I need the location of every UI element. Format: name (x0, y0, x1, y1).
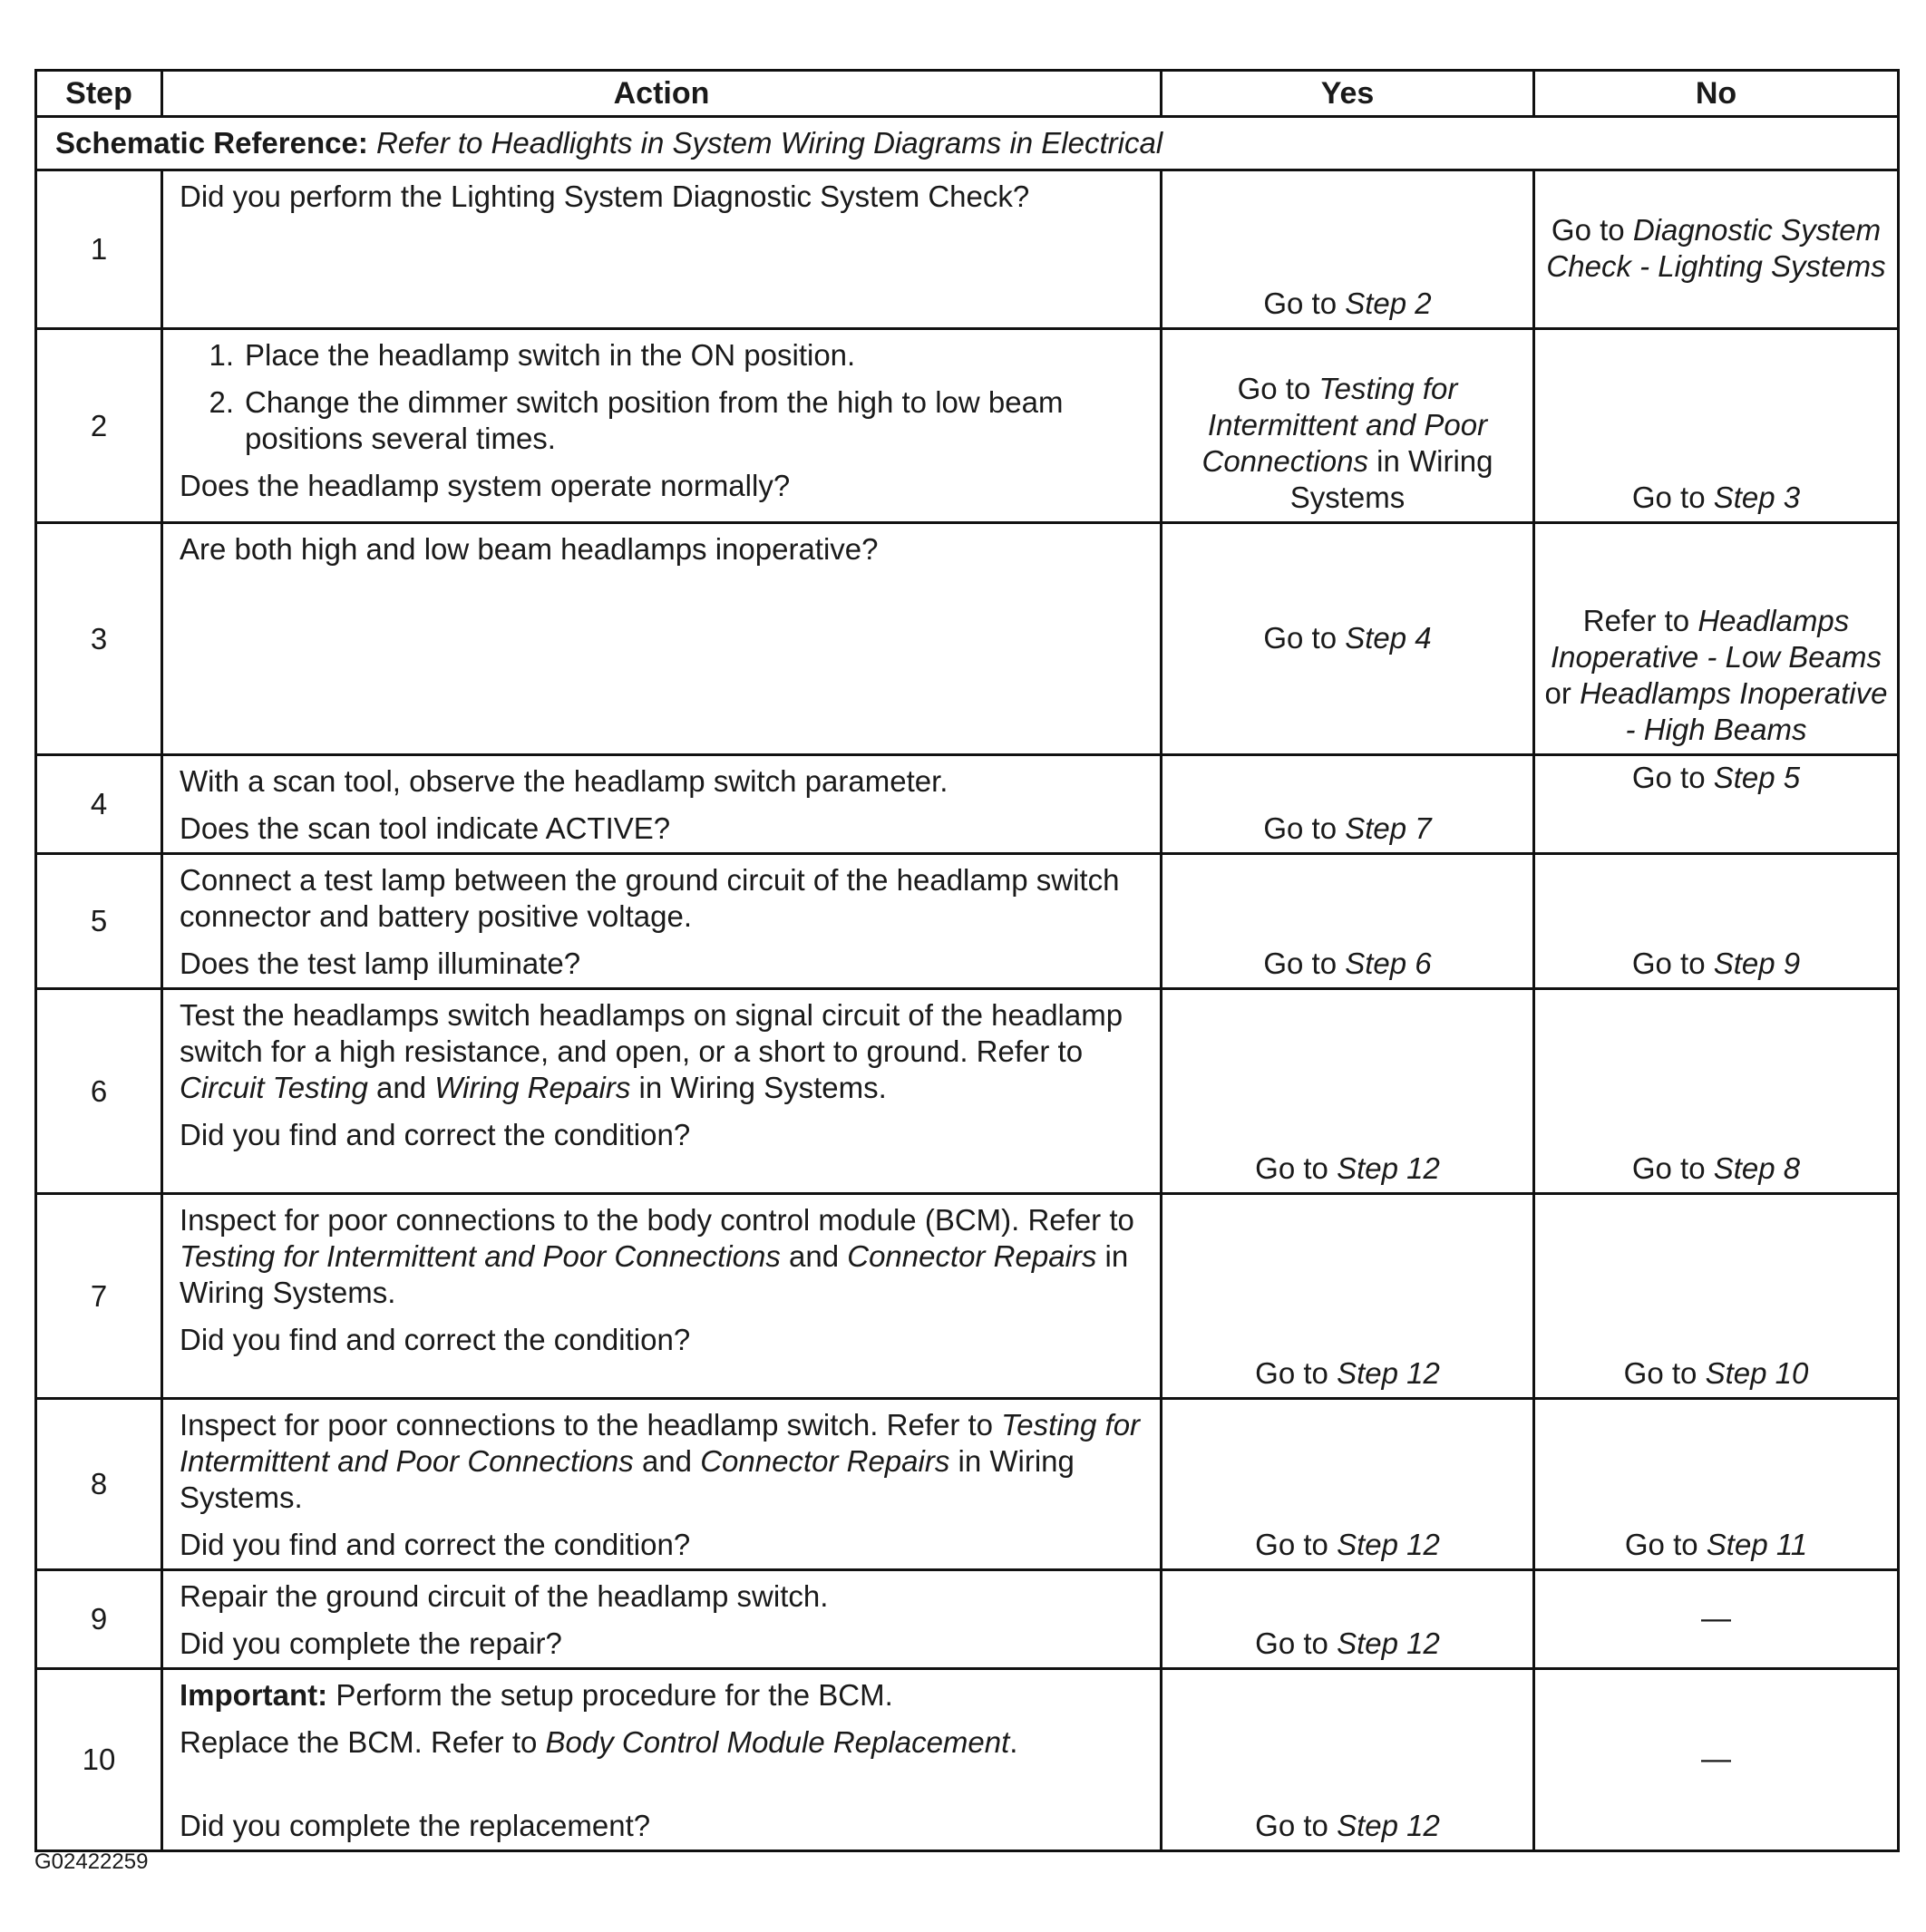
table-row (36, 989, 1899, 1194)
answer-text: Go to (1263, 811, 1346, 845)
gap (180, 800, 1147, 811)
important-label: Important: (180, 1678, 328, 1712)
answer-text: Go to (1255, 1626, 1338, 1660)
action-text-segment: Does the headlamp system operate normally? (180, 469, 791, 502)
step-reference: Testing for Intermittent and Poor Connections (1201, 372, 1488, 478)
action-text-segment: and (633, 1444, 701, 1478)
step-number: 3 (36, 523, 162, 755)
answer-text: Go to (1623, 1356, 1706, 1390)
answer-text: Go to (1255, 1809, 1338, 1842)
step-reference: Step 12 (1337, 1151, 1440, 1185)
yes-answer (1162, 1194, 1534, 1399)
action-text (180, 179, 1147, 215)
step-number: 8 (36, 1399, 162, 1570)
step-number: 5 (36, 854, 162, 989)
answer-text: Refer to (1582, 604, 1698, 637)
action-cell (162, 523, 1162, 755)
header-yes: Yes (1162, 71, 1534, 117)
answer-text: Go to (1631, 1151, 1714, 1185)
yes-answer (1162, 989, 1534, 1194)
answer-text: — (1701, 1742, 1731, 1775)
action-text-segment: Did you complete the replacement? (180, 1809, 651, 1842)
action-text-segment: Did you perform the Lighting System Diagnostic System Check? (180, 180, 1030, 213)
action-text-segment: Did you complete the repair? (180, 1626, 562, 1660)
step-reference: Step 11 (1706, 1528, 1808, 1561)
action-text-segment: Did you find and correct the condition? (180, 1528, 691, 1561)
action-step-item (189, 337, 1147, 374)
answer-text: Go to (1255, 1528, 1338, 1561)
action-text (180, 763, 1147, 800)
action-text-segment: in Wiring Systems. (630, 1071, 887, 1104)
table-row (36, 1194, 1899, 1399)
answer-text: Go to (1263, 947, 1346, 980)
step-reference: Step 12 (1337, 1528, 1440, 1561)
figure-id: G02422259 (34, 1849, 149, 1874)
reference-link: Connector Repairs (700, 1444, 950, 1478)
action-text (180, 862, 1147, 935)
schematic-label: Schematic Reference: (55, 126, 368, 160)
action-step-number: 2. (209, 385, 234, 419)
table-row (36, 755, 1899, 854)
action-text-segment: Replace the BCM. Refer to (180, 1725, 546, 1759)
yes-answer (1162, 1669, 1534, 1851)
table-row (36, 329, 1899, 523)
answer-text: Go to (1624, 1528, 1707, 1561)
action-text-segment: Repair the ground circuit of the headlamp switch. (180, 1579, 829, 1613)
header-step: Step (36, 71, 162, 117)
step-number: 2 (36, 329, 162, 523)
header-action: Action (162, 71, 1162, 117)
step-number: 4 (36, 755, 162, 854)
step-reference: Diagnostic System Check - Lighting Systems (1546, 213, 1886, 283)
diagnostic-document (34, 69, 1897, 1852)
action-text-segment: and (780, 1239, 848, 1273)
yes-answer (1162, 329, 1534, 523)
action-step-item (189, 384, 1147, 457)
table-row (36, 854, 1899, 989)
yes-answer (1162, 755, 1534, 854)
action-text-segment: Inspect for poor connections to the body control module (BCM). Refer to (180, 1203, 1134, 1237)
action-cell (162, 755, 1162, 854)
gap (180, 1516, 1147, 1527)
answer-text: Go to (1631, 761, 1714, 794)
action-text (180, 1202, 1147, 1311)
action-cell (162, 1570, 1162, 1669)
no-answer (1534, 989, 1899, 1194)
action-cell (162, 1669, 1162, 1851)
no-answer (1534, 854, 1899, 989)
action-text (180, 946, 1147, 982)
step-reference: Step 10 (1705, 1356, 1809, 1390)
action-text (180, 1117, 1147, 1153)
gap (180, 1615, 1147, 1626)
schematic-reference (36, 117, 1899, 170)
action-cell (162, 989, 1162, 1194)
table-row (36, 1570, 1899, 1669)
no-answer (1534, 170, 1899, 329)
schematic-text: Refer to Headlights in System Wiring Diagrams in Electrical (376, 126, 1163, 160)
answer-text: or (1544, 676, 1581, 710)
spacer (180, 1772, 1147, 1808)
answer-text: Go to (1551, 213, 1633, 247)
no-answer (1534, 523, 1899, 755)
step-number: 1 (36, 170, 162, 329)
action-text-segment: Connect a test lamp between the ground circuit of the headlamp switch connector and battery positive voltage. (180, 863, 1120, 933)
step-number: 6 (36, 989, 162, 1194)
reference-link: Testing for Intermittent and Poor Connections (180, 1408, 1141, 1478)
step-reference: Step 8 (1713, 1151, 1801, 1185)
answer-text: Go to (1255, 1356, 1338, 1390)
action-text (180, 1626, 1147, 1662)
schematic-reference-row (36, 117, 1899, 170)
action-text-segment: and (367, 1071, 435, 1104)
action-text-segment: Does the test lamp illuminate? (180, 947, 581, 980)
action-text (180, 1578, 1147, 1615)
action-step-number: 1. (209, 338, 234, 372)
table-row (36, 1669, 1899, 1851)
action-text-segment: Are both high and low beam headlamps inoperative? (180, 532, 879, 566)
action-text-segment: Did you find and correct the condition? (180, 1323, 691, 1356)
answer-text: Go to (1631, 947, 1714, 980)
action-text-segment: Test the headlamps switch headlamps on signal circuit of the headlamp switch for a high resistance, and open, or a short to ground. Refer to (180, 998, 1124, 1068)
action-cell (162, 170, 1162, 329)
no-answer (1534, 1399, 1899, 1570)
step-reference: Headlamps Inoperative - Low Beams (1550, 604, 1882, 674)
action-text-segment: Inspect for poor connections to the headlamp switch. Refer to (180, 1408, 1002, 1442)
header-no: No (1534, 71, 1899, 117)
action-text-segment: Does the scan tool indicate ACTIVE? (180, 811, 671, 845)
step-reference: Step 9 (1713, 947, 1801, 980)
yes-answer (1162, 1570, 1534, 1669)
yes-answer (1162, 523, 1534, 755)
step-reference: Step 4 (1345, 620, 1432, 655)
no-answer (1534, 1194, 1899, 1399)
action-text-segment: Did you find and correct the condition? (180, 1118, 691, 1151)
step-reference: Step 12 (1337, 1626, 1440, 1660)
answer-text: Go to (1237, 372, 1319, 405)
reference-link: Body Control Module Replacement (545, 1725, 1010, 1759)
action-cell (162, 854, 1162, 989)
action-step-text: Change the dimmer switch position from the high to low beam positions several times. (245, 385, 1064, 455)
action-text (180, 811, 1147, 847)
action-cell (162, 329, 1162, 523)
step-number: 10 (36, 1669, 162, 1851)
action-text-segment: in Wiring Systems. (180, 1444, 1075, 1514)
step-reference: Step 2 (1345, 286, 1432, 320)
step-reference: Step 5 (1713, 761, 1801, 794)
important-text: Perform the setup procedure for the BCM. (327, 1678, 893, 1712)
action-text-segment: With a scan tool, observe the headlamp switch parameter. (180, 764, 948, 798)
gap (180, 1311, 1147, 1322)
step-reference: Step 3 (1713, 481, 1801, 514)
important-note (180, 1677, 1147, 1714)
action-text (180, 1407, 1147, 1516)
no-answer (1534, 755, 1899, 854)
step-reference: Step 12 (1337, 1809, 1440, 1842)
header-row (36, 71, 1899, 117)
yes-answer (1162, 854, 1534, 989)
table-row (36, 170, 1899, 329)
table-row (36, 1399, 1899, 1570)
gap (180, 935, 1147, 946)
step-number: 7 (36, 1194, 162, 1399)
action-text (180, 1527, 1147, 1563)
yes-answer (1162, 170, 1534, 329)
answer-text: Go to (1631, 481, 1714, 514)
gap (180, 1761, 1147, 1772)
gap (180, 1106, 1147, 1117)
table-row (36, 523, 1899, 755)
answer-text: in Wiring Systems (1289, 444, 1493, 514)
step-reference: Step 12 (1337, 1356, 1440, 1390)
answer-text: — (1701, 1601, 1731, 1635)
action-text-segment: . (1009, 1725, 1018, 1759)
action-cell (162, 1194, 1162, 1399)
diagnostic-table (34, 69, 1900, 1852)
action-text (180, 1808, 1147, 1844)
step-reference: Step 7 (1345, 811, 1432, 845)
action-text (180, 1724, 1147, 1761)
action-text-segment: in Wiring Systems. (180, 1239, 1129, 1309)
no-answer (1534, 1570, 1899, 1669)
no-answer (1534, 329, 1899, 523)
action-steps-list (180, 337, 1147, 457)
action-text (180, 468, 1147, 504)
action-text (180, 1322, 1147, 1358)
answer-text: Go to (1263, 286, 1346, 320)
reference-link: Connector Repairs (847, 1239, 1097, 1273)
action-step-text: Place the headlamp switch in the ON position. (245, 338, 856, 372)
answer-text: Go to (1255, 1151, 1338, 1185)
reference-link: Testing for Intermittent and Poor Connections (180, 1239, 781, 1273)
answer-text: Go to (1263, 620, 1346, 655)
reference-link: Circuit Testing (180, 1071, 368, 1104)
step-number: 9 (36, 1570, 162, 1669)
yes-answer (1162, 1399, 1534, 1570)
step-reference: Step 6 (1345, 947, 1432, 980)
step-reference: Headlamps Inoperative - High Beams (1580, 676, 1888, 746)
reference-link: Wiring Repairs (434, 1071, 631, 1104)
action-text (180, 531, 1147, 568)
no-answer (1534, 1669, 1899, 1851)
action-text (180, 997, 1147, 1106)
gap (180, 1714, 1147, 1724)
action-cell (162, 1399, 1162, 1570)
